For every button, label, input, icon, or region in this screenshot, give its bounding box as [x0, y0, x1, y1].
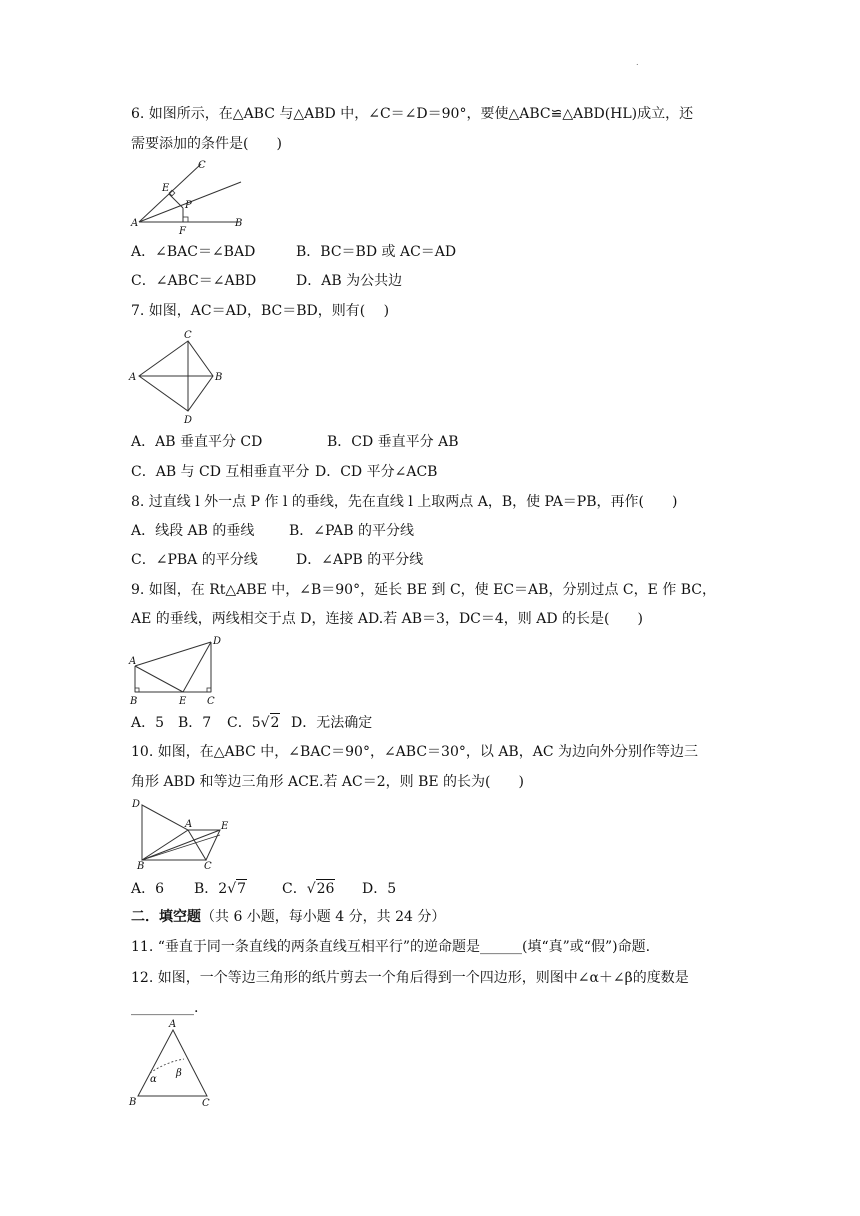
q8-stem: 8. 过直线 l 外一点 P 作 l 的垂线，先在直线 l 上取两点 A，B，使 PA＝PB，再作( )	[131, 494, 678, 510]
q11-stem: 11. “垂直于同一条直线的两条直线互相平行”的逆命题是______(填“真”或“假”)命题.	[131, 939, 651, 955]
q12-label-b: B	[129, 1097, 137, 1108]
q10-stem-line2: 角形 ABD 和等边三角形 ACE.若 AC＝2，则 BE 的长为( )	[131, 774, 524, 790]
q8-options-row2	[131, 551, 731, 569]
q9-option-c: C．5√2	[227, 715, 280, 731]
q9-option-a: A．5	[131, 715, 165, 731]
q12-label-beta: β	[176, 1068, 182, 1079]
q8-option-b: B．∠PAB 的平分线	[289, 523, 415, 539]
section2-heading	[131, 908, 731, 926]
q10-label-d: D	[132, 799, 141, 810]
q8-options-row1	[131, 522, 731, 540]
q7-option-b: B．CD 垂直平分 AB	[327, 434, 459, 450]
q9-label-d: D	[213, 636, 222, 647]
q9-label-c: C	[207, 696, 215, 707]
q12-label-alpha: α	[150, 1074, 157, 1085]
q8-option-c: C．∠PBA 的平分线	[131, 552, 258, 568]
q6-option-b: B．BC＝BD 或 AC＝AD	[296, 244, 457, 260]
q10-label-e: E	[221, 821, 229, 832]
q6-option-d: D．AB 为公共边	[296, 273, 403, 289]
q7-label-d: D	[184, 415, 193, 426]
q10-option-c: C．√26	[282, 881, 335, 897]
q10-options	[131, 879, 731, 898]
q9-label-a: A	[129, 656, 137, 667]
q6-stem-line1: 6. 如图所示，在△ABC 与△ABD 中，∠C＝∠D＝90°，要使△ABC≌△ABD(HL)成立，还	[131, 106, 694, 122]
q9-option-d: D．无法确定	[291, 715, 373, 731]
q6-figure	[131, 158, 246, 236]
q10-option-c-radicand: 26	[316, 881, 335, 897]
q9-option-c-radicand: 2	[270, 715, 280, 731]
q7-options-row2	[131, 463, 731, 481]
q9-option-c-prefix: C．5	[227, 715, 261, 731]
q12-figure	[126, 1016, 221, 1108]
q6-label-b: B	[235, 218, 243, 229]
q10-label-a: A	[185, 819, 193, 830]
q6-option-a: A．∠BAC＝∠BAD	[131, 244, 256, 260]
q10-stem-line1: 10. 如图，在△ABC 中，∠BAC＝90°，∠ABC＝30°，以 AB，AC 为边向外分别作等边三	[131, 744, 698, 760]
q10-option-a: A．6	[131, 881, 165, 897]
q10-option-d: D．5	[362, 881, 397, 897]
q9-option-b: B．7	[178, 715, 212, 731]
q10-option-c-prefix: C．	[282, 881, 307, 897]
q6-options-row2	[131, 272, 731, 290]
q7-option-d: D．CD 平分∠ACB	[315, 464, 438, 480]
q6-options-row1	[131, 243, 731, 261]
q10-option-b-radicand: 7	[237, 881, 247, 897]
q9-label-b: B	[130, 696, 138, 707]
q7-label-b: B	[215, 372, 223, 383]
q6-label-e: E	[162, 183, 170, 194]
q8-option-a: A．线段 AB 的垂线	[131, 523, 255, 539]
section2-title: 二．填空题	[131, 909, 201, 925]
q9-stem-line1: 9. 如图，在 Rt△ABE 中，∠B＝90°，延长 BE 到 C，使 EC＝AB，分别过点 C，E 作 BC，	[131, 582, 716, 598]
q6-option-c: C．∠ABC＝∠ABD	[131, 273, 257, 289]
q12-label-a: A	[169, 1019, 177, 1030]
q12-stem-line1: 12. 如图，一个等边三角形的纸片剪去一个角后得到一个四边形，则图中∠α＋∠β的度数是	[131, 970, 689, 986]
q10-figure	[128, 797, 233, 871]
q7-figure	[128, 326, 228, 426]
q9-label-e: E	[179, 696, 187, 707]
section2-note: （共 6 小题，每小题 4 分，共 24 分）	[201, 909, 446, 925]
q9-figure	[128, 634, 223, 708]
q6-label-c: C	[198, 160, 206, 171]
q9-stem-line2: AE 的垂线，两线相交于点 D，连接 AD.若 AB＝3，DC＝4，则 AD 的长是( )	[131, 611, 643, 627]
q7-label-a: A	[129, 372, 137, 383]
q6-label-f: F	[179, 226, 186, 237]
q12-label-c: C	[202, 1098, 210, 1109]
q7-option-c: C．AB 与 CD 互相垂直平分	[131, 464, 310, 480]
q8-option-d: D．∠APB 的平分线	[296, 552, 424, 568]
q6-stem-line2: 需要添加的条件是( )	[131, 136, 282, 152]
q7-stem: 7. 如图，AC＝AD，BC＝BD，则有( )	[131, 303, 390, 319]
q10-option-b-prefix: B．2	[194, 881, 228, 897]
q7-options-row1	[131, 433, 731, 451]
q7-label-c: C	[184, 330, 192, 341]
q10-label-c: C	[204, 861, 212, 872]
q10-option-b: B．2√7	[194, 881, 247, 897]
header-dot: .	[636, 58, 639, 67]
q6-label-a: A	[131, 218, 139, 229]
q6-label-p: P	[185, 200, 192, 211]
q7-option-a: A．AB 垂直平分 CD	[131, 434, 263, 450]
q10-label-b: B	[137, 861, 145, 872]
q9-options	[131, 713, 731, 732]
q12-stem-line2: _________.	[131, 1000, 199, 1016]
